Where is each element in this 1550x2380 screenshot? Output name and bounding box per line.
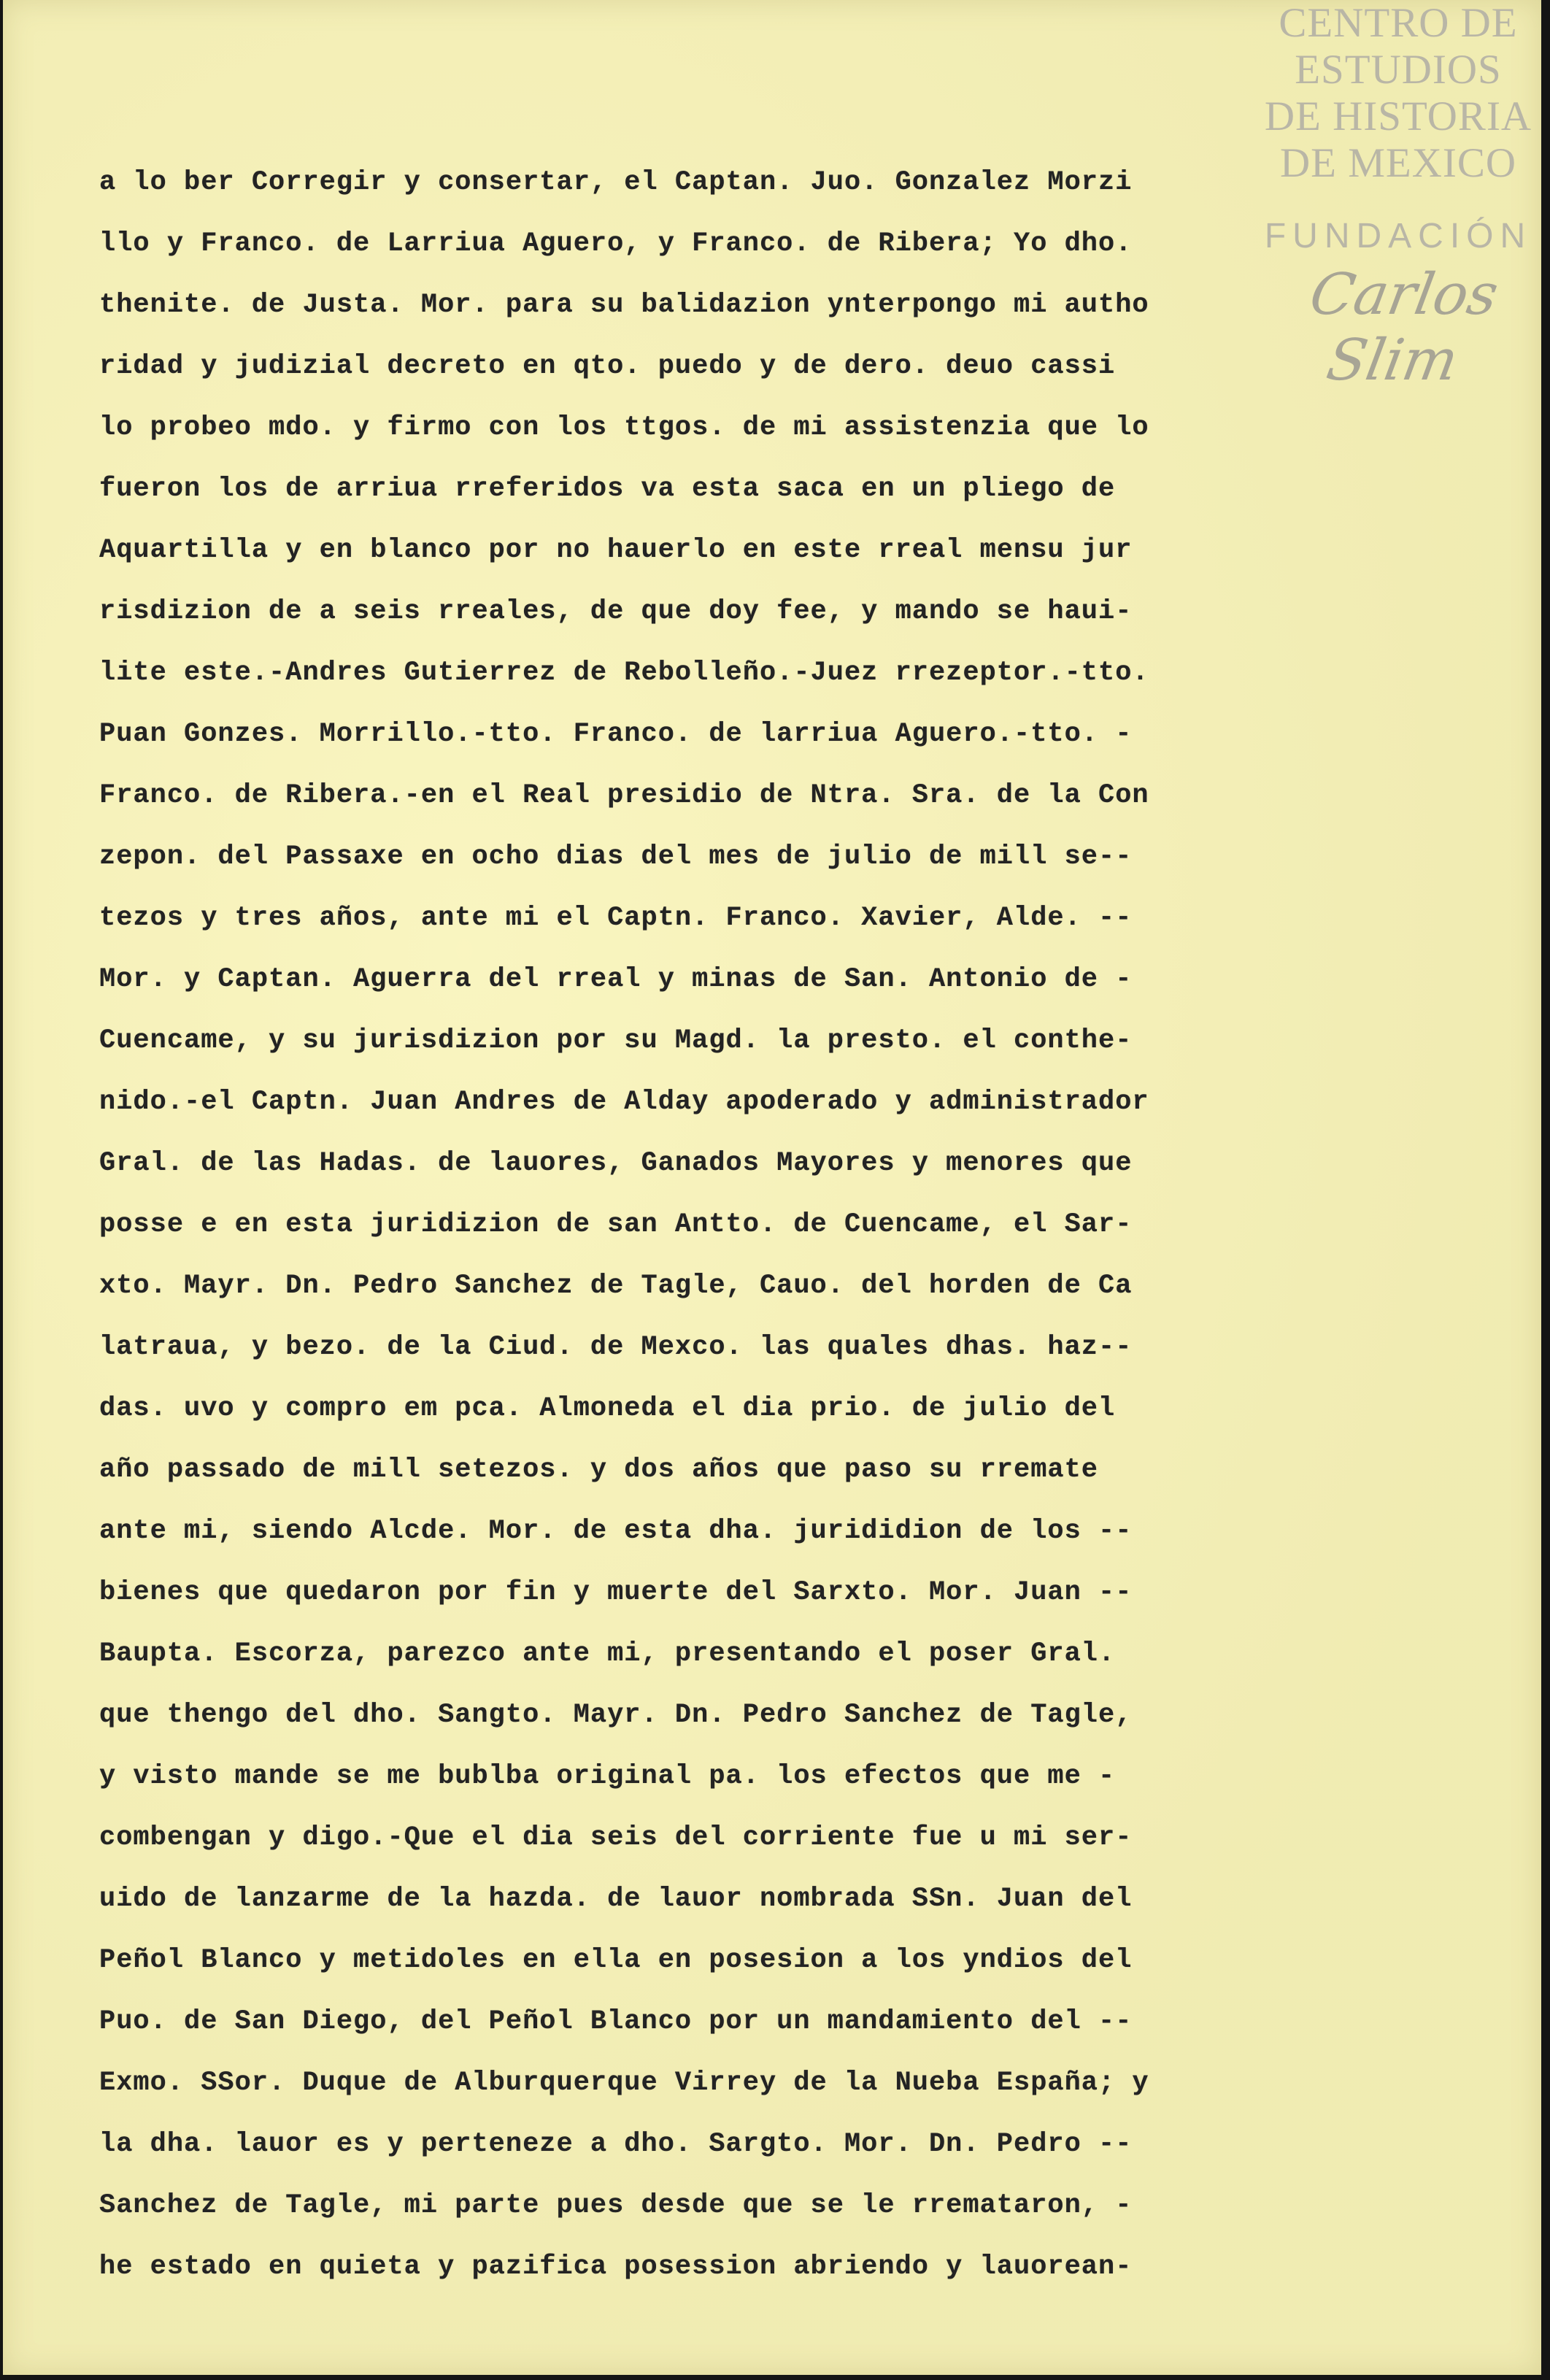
text-line: fueron los de arriua rreferidos va esta saca en un pliego de: [99, 474, 1116, 504]
text-line: Peñol Blanco y metidoles en ella en posesion a los yndios del: [99, 1945, 1133, 1976]
watermark-signature: Carlos Slim: [1305, 262, 1503, 393]
text-line: xto. Mayr. Dn. Pedro Sanchez de Tagle, Cauo. del horden de Ca: [99, 1271, 1133, 1301]
archive-watermark: [1244, 0, 1550, 393]
text-line: la dha. lauor es y perteneze a dho. Sargto. Mor. Dn. Pedro --: [99, 2129, 1133, 2160]
text-line: Mor. y Captan. Aguerra del rreal y minas de San. Antonio de -: [99, 964, 1133, 995]
text-line: lite este.-Andres Gutierrez de Rebolleño.-Juez rrezeptor.-tto.: [99, 658, 1149, 688]
text-line: año passado de mill setezos. y dos años que paso su rremate: [99, 1455, 1099, 1485]
text-line: ante mi, siendo Alcde. Mor. de esta dha. jurididion de los --: [99, 1516, 1133, 1547]
watermark-line-4: DE MEXICO: [1279, 140, 1517, 186]
text-line: lo probeo mdo. y firmo con los ttgos. de mi assistenzia que lo: [99, 412, 1149, 443]
text-line: posse e en esta juridizion de san Antto. de Cuencame, el Sar-: [99, 1209, 1133, 1240]
text-line: Puo. de San Diego, del Peñol Blanco por un mandamiento del --: [99, 2006, 1133, 2037]
text-line: Baupta. Escorza, parezco ante mi, presentando el poser Gral.: [99, 1638, 1116, 1669]
watermark-line-2: ESTUDIOS: [1295, 47, 1502, 93]
text-line: Franco. de Ribera.-en el Real presidio de Ntra. Sra. de la Con: [99, 780, 1149, 811]
text-line: nido.-el Captn. Juan Andres de Alday apoderado y administrador: [99, 1087, 1149, 1117]
text-line: llo y Franco. de Larriua Aguero, y Franco. de Ribera; Yo dho.: [99, 228, 1133, 259]
text-line: a lo ber Corregir y consertar, el Captan. Juo. Gonzalez Morzi: [99, 167, 1133, 198]
text-line: zepon. del Passaxe en ocho dias del mes de julio de mill se--: [99, 842, 1133, 872]
text-line: tezos y tres años, ante mi el Captn. Franco. Xavier, Alde. --: [99, 903, 1133, 933]
text-line: he estado en quieta y pazifica posession abriendo y lauorean-: [99, 2252, 1133, 2282]
text-line: risdizion de a seis rreales, de que doy fee, y mando se haui-: [99, 596, 1133, 627]
text-line: latraua, y bezo. de la Ciud. de Mexco. las quales dhas. haz--: [99, 1332, 1133, 1363]
text-line: Cuencame, y su jurisdizion por su Magd. la presto. el conthe-: [99, 1025, 1133, 1056]
text-line: uido de lanzarme de la hazda. de lauor nombrada SSn. Juan del: [99, 1884, 1133, 1914]
watermark-foundation: FUNDACIÓN: [1264, 217, 1532, 255]
text-line: combengan y digo.-Que el dia seis del corriente fue u mi ser-: [99, 1822, 1133, 1853]
text-line: thenite. de Justa. Mor. para su balidazion ynterpongo mi autho: [99, 290, 1149, 320]
text-line: das. uvo y compro em pca. Almoneda el dia prio. de julio del: [99, 1393, 1116, 1424]
text-line: Puan Gonzes. Morrillo.-tto. Franco. de larriua Aguero.-tto. -: [99, 719, 1133, 750]
document-page: [3, 0, 1541, 2375]
text-line: Exmo. SSor. Duque de Alburquerque Virrey de la Nueba España; y: [99, 2068, 1149, 2098]
text-line: Sanchez de Tagle, mi parte pues desde que se le rremataron, -: [99, 2190, 1133, 2221]
text-line: bienes que quedaron por fin y muerte del Sarxto. Mor. Juan --: [99, 1577, 1133, 1608]
text-line: que thengo del dho. Sangto. Mayr. Dn. Pedro Sanchez de Tagle,: [99, 1700, 1133, 1730]
watermark-line-3: DE HISTORIA: [1264, 93, 1532, 139]
text-line: Aquartilla y en blanco por no hauerlo en este rreal mensu jur: [99, 535, 1133, 566]
text-line: ridad y judizial decreto en qto. puedo y de dero. deuo cassi: [99, 351, 1116, 382]
text-line: y visto mande se me bublba original pa. los efectos que me -: [99, 1761, 1116, 1792]
watermark-line-1: CENTRO DE: [1279, 0, 1518, 46]
text-line: Gral. de las Hadas. de lauores, Ganados Mayores y menores que: [99, 1148, 1133, 1179]
typewritten-text: [99, 152, 1281, 2298]
